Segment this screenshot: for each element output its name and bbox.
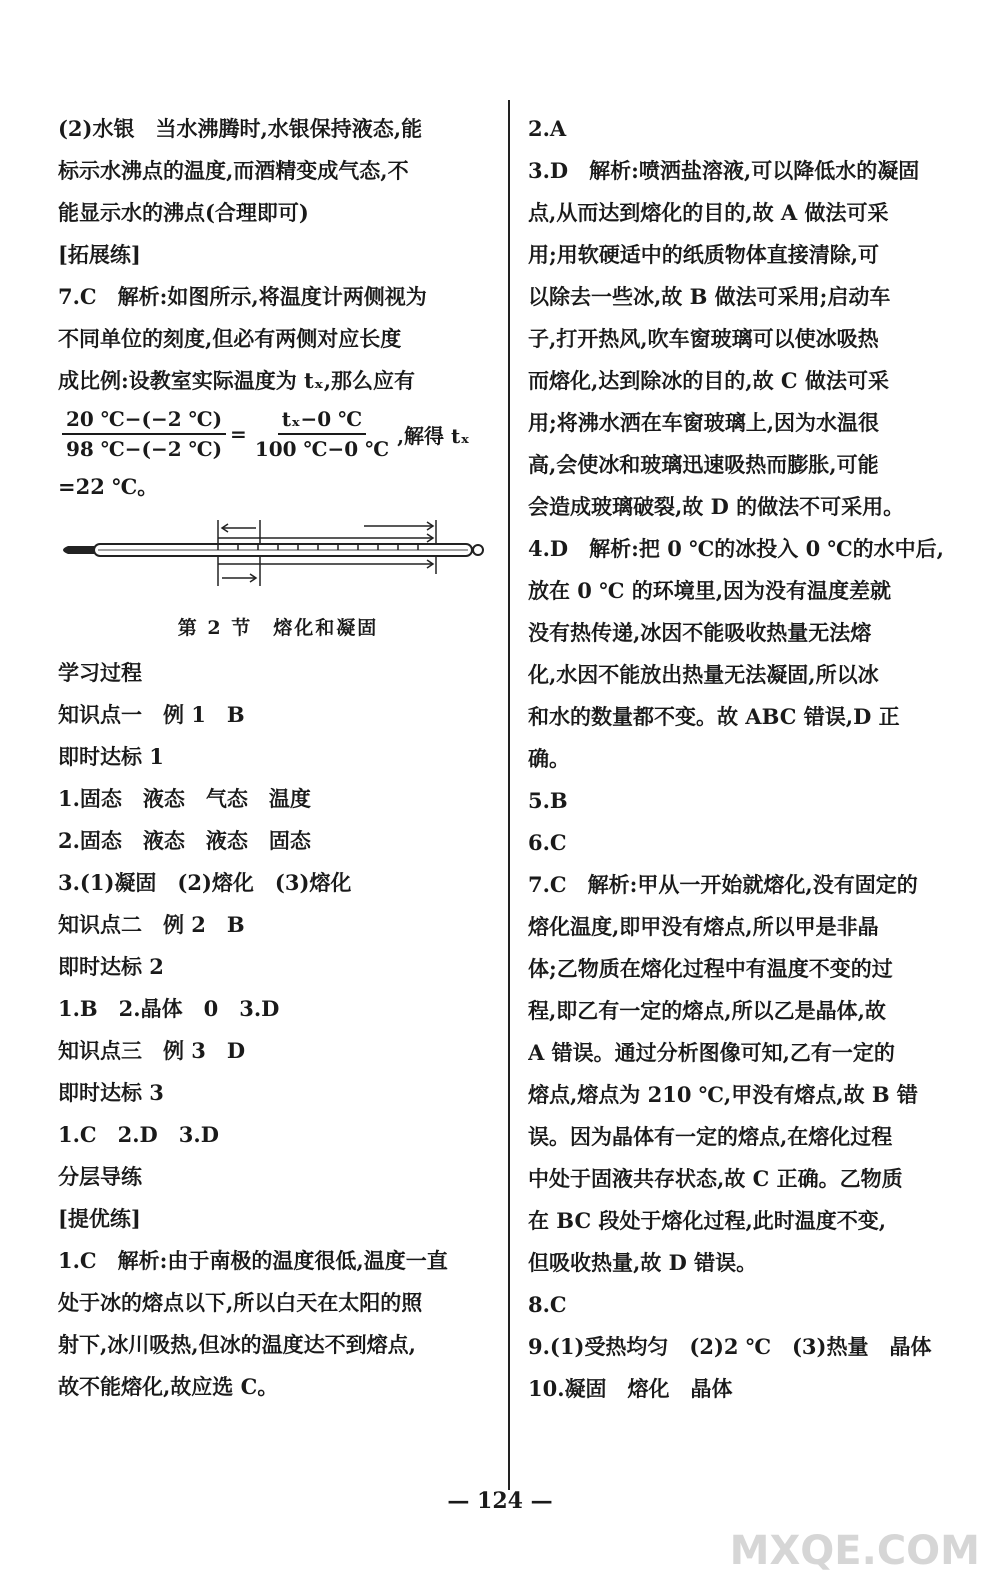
text-line: A 错误。通过分析图像可知,乙有一定的 xyxy=(528,1040,895,1065)
text-line: 高,会使冰和玻璃迅速吸热而膨胀,可能 xyxy=(528,452,879,477)
extension-header: [拓展练] xyxy=(58,242,141,267)
left-column xyxy=(58,108,498,1408)
text-line: 熔化温度,即甲没有熔点,所以甲是非晶 xyxy=(528,914,879,939)
text-line: 体;乙物质在熔化过程中有温度不变的过 xyxy=(528,956,893,981)
text-line: 确。 xyxy=(528,746,570,771)
text-line: (2)水银 当水沸腾时,水银保持液态,能 xyxy=(58,116,423,141)
answer-line: 知识点一 例 1 B xyxy=(58,702,245,727)
text-line: 但吸收热量,故 D 错误。 xyxy=(528,1250,758,1275)
answer-line: 6.C xyxy=(528,830,567,855)
text-line: 能显示水的沸点(合理即可) xyxy=(58,200,309,225)
fraction-numerator: tₓ−0 ℃ xyxy=(278,407,366,435)
text-line: 7.C 解析:甲从一开始就熔化,没有固定的 xyxy=(528,872,918,897)
text-line: 1.C 解析:由于南极的温度很低,温度一直 xyxy=(58,1248,448,1273)
text-line: 成比例:设教室实际温度为 tₓ,那么应有 xyxy=(58,368,416,393)
answer-line: 8.C xyxy=(528,1292,567,1317)
sub-heading: 即时达标 2 xyxy=(58,954,164,979)
answer-line: 10.凝固 熔化 晶体 xyxy=(528,1376,733,1401)
answer-line: 知识点二 例 2 B xyxy=(58,912,245,937)
sub-heading: 即时达标 3 xyxy=(58,1080,164,1105)
right-column xyxy=(528,108,968,1410)
text-line: 用;将沸水洒在车窗玻璃上,因为水温很 xyxy=(528,410,880,435)
fraction-denominator: 100 ℃−0 ℃ xyxy=(254,437,390,461)
text-line: 3.D 解析:喷洒盐溶液,可以降低水的凝固 xyxy=(528,158,920,183)
result-line: =22 ℃。 xyxy=(58,474,159,499)
text-line: 标示水沸点的温度,而酒精变成气态,不 xyxy=(58,158,409,183)
text-line: 放在 0 ℃ 的环境里,因为没有温度差就 xyxy=(528,578,892,603)
text-line: 点,从而达到熔化的目的,故 A 做法可采 xyxy=(528,200,889,225)
text-line: 而熔化,达到除冰的目的,故 C 做法可采 xyxy=(528,368,889,393)
fraction-left xyxy=(62,407,226,461)
answer-line: 知识点三 例 3 D xyxy=(58,1038,246,1063)
text-line: 中处于固液共存状态,故 C 正确。乙物质 xyxy=(528,1166,903,1191)
text-line: 和水的数量都不变。故 ABC 错误,D 正 xyxy=(528,704,900,729)
text-line: 不同单位的刻度,但必有两侧对应长度 xyxy=(58,326,402,351)
watermark: MXQE.COM xyxy=(729,1528,980,1574)
thermometer-figure xyxy=(58,514,498,604)
answer-line: 3.(1)凝固 (2)熔化 (3)熔化 xyxy=(58,870,352,895)
text-line: 故不能熔化,故应选 C。 xyxy=(58,1374,279,1399)
fraction-right xyxy=(251,407,393,461)
text-line: 化,水因不能放出热量无法凝固,所以冰 xyxy=(528,662,879,687)
column-divider xyxy=(508,100,510,1490)
answer-line: 2.固态 液态 液态 固态 xyxy=(58,828,311,853)
text-line: 子,打开热风,吹车窗玻璃可以使冰吸热 xyxy=(528,326,879,351)
fraction-denominator: 98 ℃−(−2 ℃) xyxy=(66,437,223,461)
section-title: 第 2 节 熔化和凝固 xyxy=(177,617,379,639)
text-line: 以除去一些冰,故 B 做法可采用;启动车 xyxy=(528,284,891,309)
equals-sign: = xyxy=(230,422,247,446)
fraction-numerator: 20 ℃−(−2 ℃) xyxy=(62,407,226,435)
answer-line: 5.B xyxy=(528,788,568,813)
text-line: 4.D 解析:把 0 ℃的冰投入 0 ℃的水中后, xyxy=(528,536,944,561)
proportion-equation xyxy=(58,402,498,466)
text-line: 误。因为晶体有一定的熔点,在熔化过程 xyxy=(528,1124,893,1149)
answer-line: 2.A xyxy=(528,116,567,141)
text-line: 没有热传递,冰因不能吸收热量无法熔 xyxy=(528,620,872,645)
answer-line: 9.(1)受热均匀 (2)2 ℃ (3)热量 晶体 xyxy=(528,1334,932,1359)
text-line: 熔点,熔点为 210 ℃,甲没有熔点,故 B 错 xyxy=(528,1082,918,1107)
text-line: 程,即乙有一定的熔点,所以乙是晶体,故 xyxy=(528,998,886,1023)
sub-heading: 即时达标 1 xyxy=(58,744,164,769)
sub-heading: 学习过程 xyxy=(58,660,142,685)
equation-tail: ,解得 tₓ xyxy=(397,423,470,448)
thermometer-icon xyxy=(58,514,498,604)
text-line: 在 BC 段处于熔化过程,此时温度不变, xyxy=(528,1208,887,1233)
answer-line: 1.B 2.晶体 0 3.D xyxy=(58,996,280,1021)
text-line: 7.C 解析:如图所示,将温度计两侧视为 xyxy=(58,284,427,309)
text-line: 处于冰的熔点以下,所以白天在太阳的照 xyxy=(58,1290,423,1315)
text-line: 会造成玻璃破裂,故 D 的做法不可采用。 xyxy=(528,494,905,519)
answer-line: 1.固态 液态 气态 温度 xyxy=(58,786,311,811)
answer-line: 1.C 2.D 3.D xyxy=(58,1122,219,1147)
sub-heading: 分层导练 xyxy=(58,1164,142,1189)
page-number: — 124 — xyxy=(447,1488,553,1514)
sub-heading: [提优练] xyxy=(58,1206,141,1231)
text-line: 用;用软硬适中的纸质物体直接清除,可 xyxy=(528,242,880,267)
text-line: 射下,冰川吸热,但冰的温度达不到熔点, xyxy=(58,1332,416,1357)
